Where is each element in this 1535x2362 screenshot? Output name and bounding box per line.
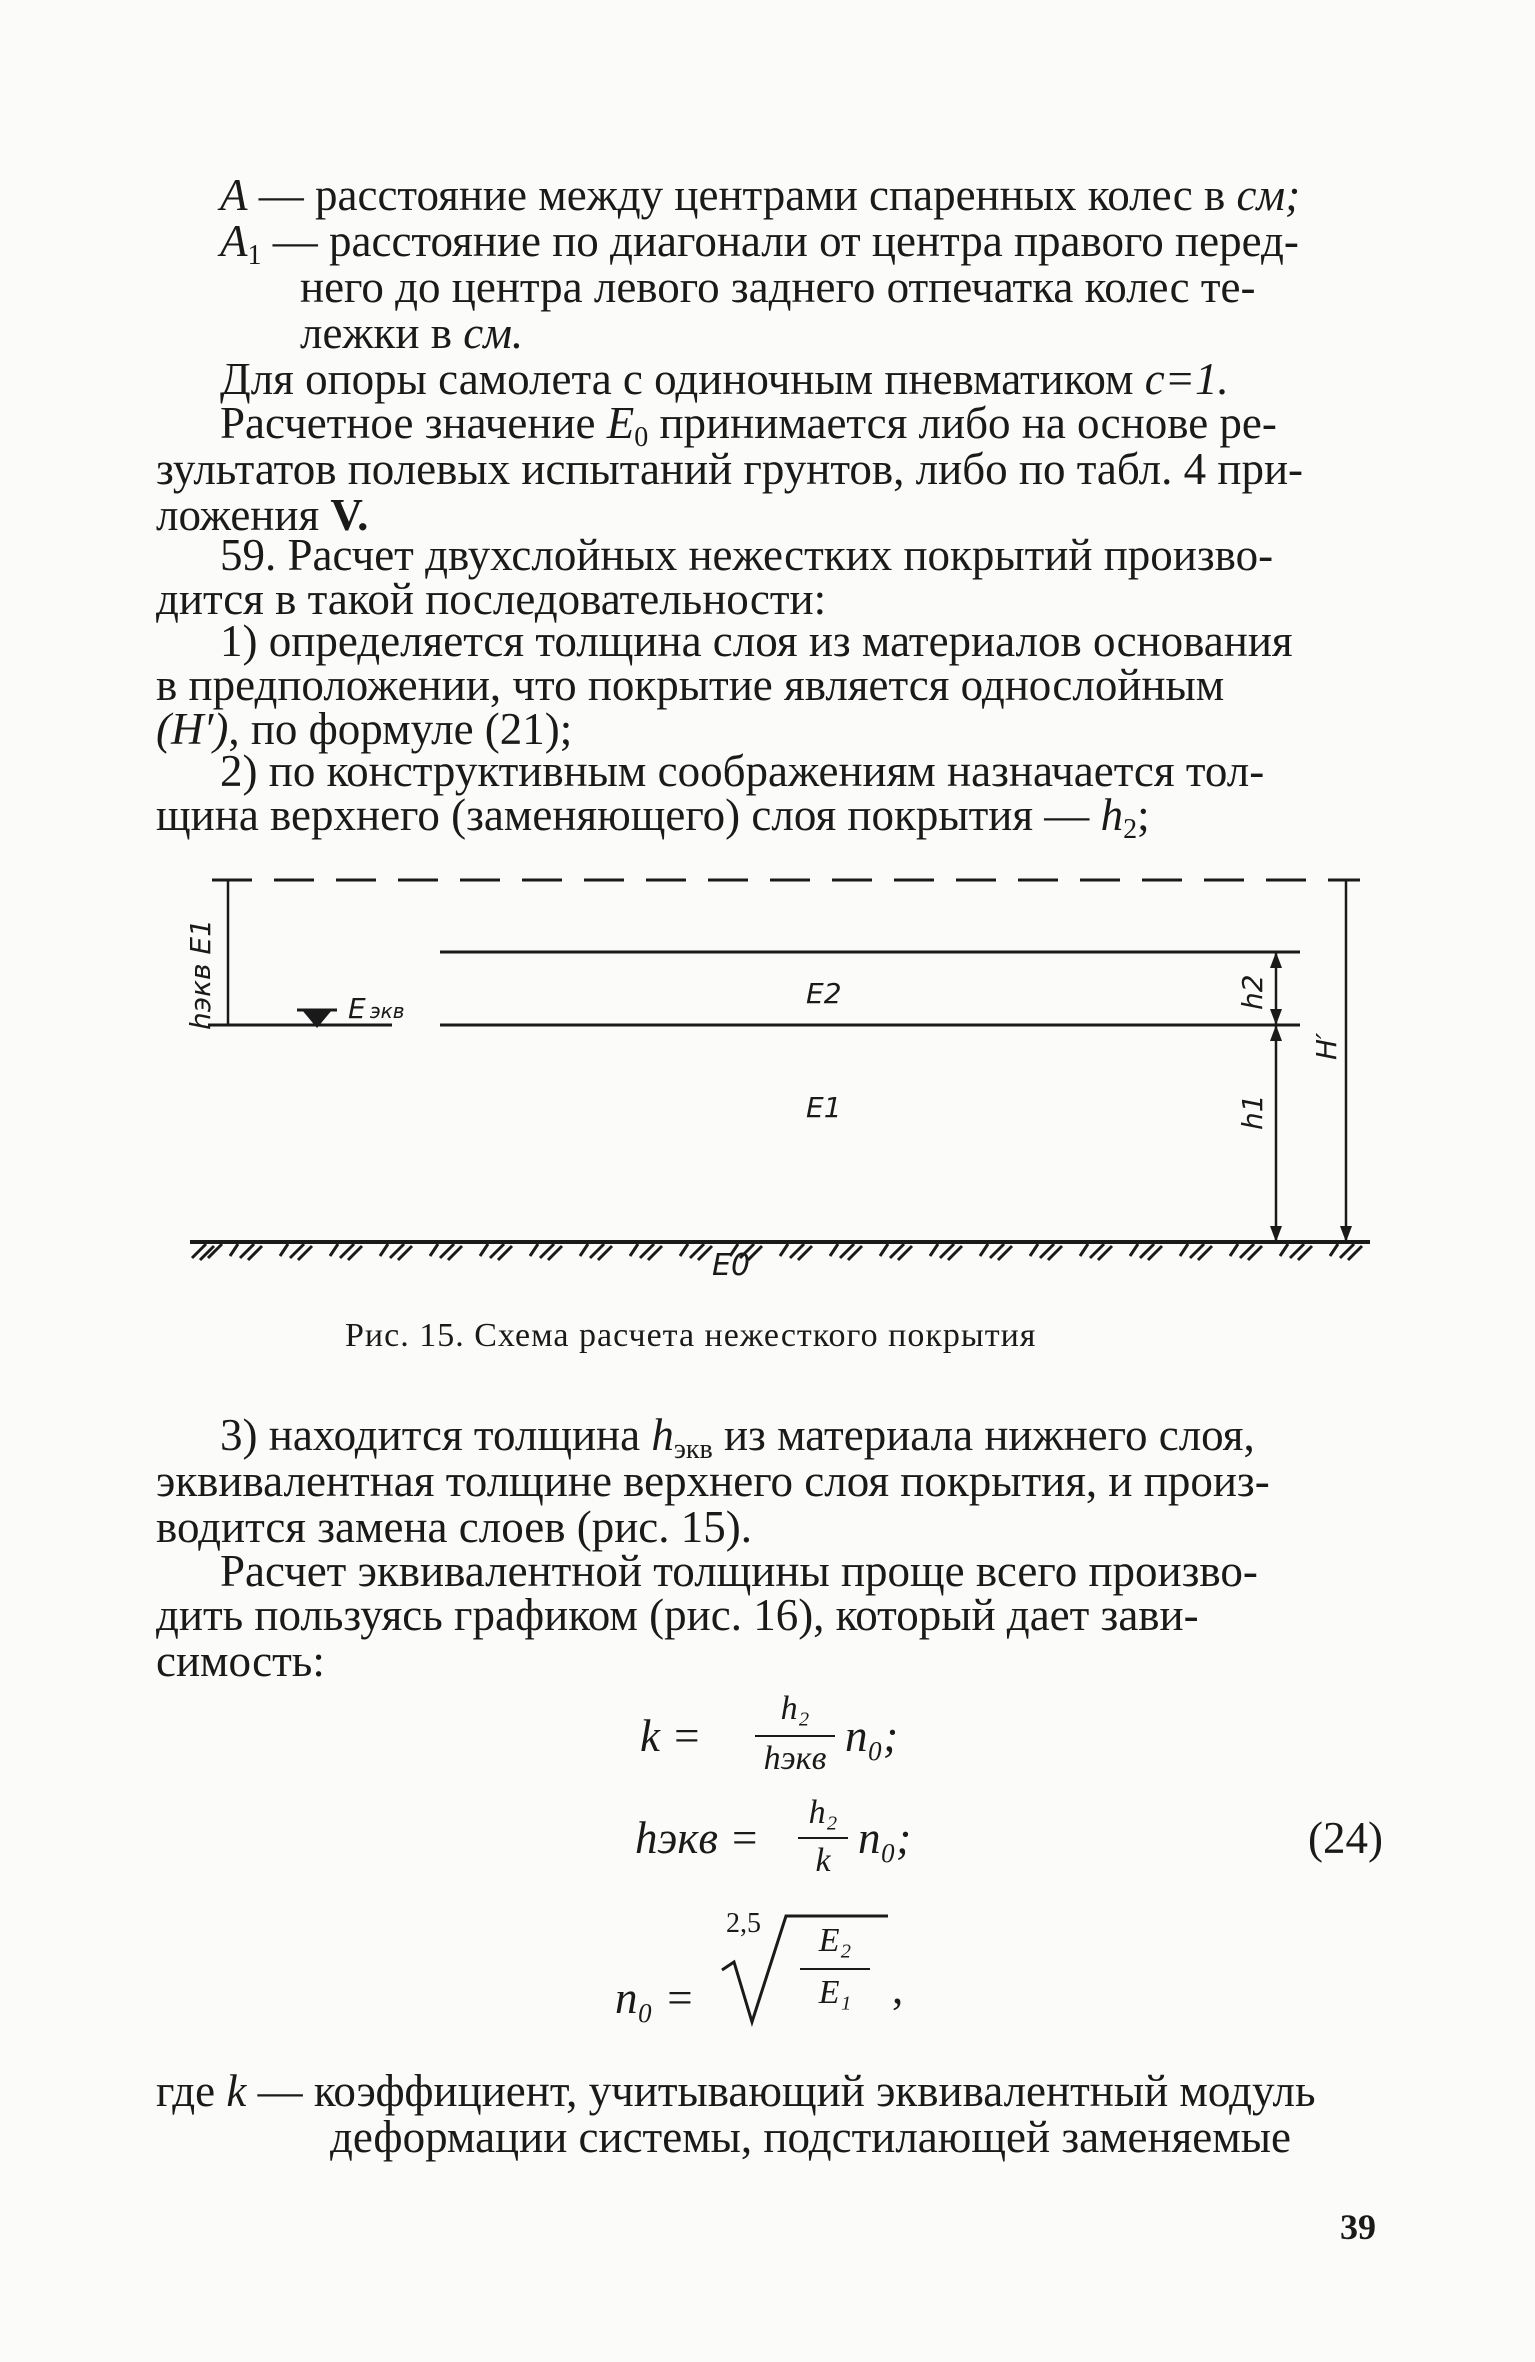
label-h2: h2 — [1236, 974, 1269, 1010]
step2-line2-post: ; — [1137, 790, 1150, 840]
page-number: 39 — [1340, 2207, 1376, 2247]
formula1-tail: n₀; — [845, 1711, 899, 1761]
e0-line1-post: принимается либо на основе ре- — [648, 398, 1277, 448]
step3-line1-pre: 3) находится толщина — [220, 1410, 652, 1460]
a-def-unit: см; — [1236, 170, 1301, 220]
symbol-a1: A — [220, 216, 248, 266]
formula3-lhs: n₀ = — [615, 1973, 695, 2023]
text-line-where-2: деформации системы, подстилающей заменяемые — [330, 2112, 1291, 2162]
label-h-prime: H′ — [1310, 1032, 1343, 1060]
formula3-fraction-bar — [800, 1968, 870, 1970]
text-line-a1-def-3 — [300, 308, 523, 358]
formula3-denominator: E₁ — [818, 1974, 852, 2011]
appendix-number: V. — [330, 490, 369, 540]
figure-15-diagram — [170, 860, 1380, 1280]
label-e-ekv: E экв — [348, 992, 405, 1025]
text-line-where-1 — [156, 2066, 1316, 2116]
text-line-calc-1: Расчет эквивалентной толщины проще всего произво- — [220, 1546, 1258, 1596]
formula2-tail: n₀; — [858, 1813, 912, 1863]
text-line-calc-3: симость: — [156, 1636, 325, 1686]
formula1-lhs: k = — [640, 1711, 702, 1761]
text-line-step1-2: в предположении, что покрытие является однослойным — [156, 660, 1225, 710]
text-line-single-tire — [220, 354, 1229, 404]
text-line-step3-3: водится замена слоев (рис. 15). — [156, 1502, 752, 1552]
e0-line1-pre: Расчетное значение — [220, 398, 607, 448]
where-line1-post: — коэффициент, учитывающий эквивалентный модуль — [246, 2066, 1316, 2116]
symbol-e0: E — [606, 398, 635, 448]
symbol-h-ekv: h — [651, 1410, 674, 1460]
symbol-a: A — [220, 170, 248, 220]
symbol-e0-sub: 0 — [634, 422, 649, 453]
label-h1: h1 — [1236, 1094, 1269, 1130]
text-line-a1-def-2: него до центра левого заднего отпечатка колес те- — [300, 262, 1256, 312]
symbol-a1-sub: 1 — [247, 240, 262, 271]
a1-def-unit: см. — [463, 308, 524, 358]
label-e1: E1 — [806, 1091, 842, 1124]
formula2-numerator: h₂ — [808, 1794, 838, 1831]
text-line-e0-2: зультатов полевых испытаний грунтов, либо по табл. 4 при- — [156, 444, 1304, 494]
label-e0: E0 — [712, 1248, 751, 1283]
label-h-ekv-e1: hэкв E1 — [184, 919, 217, 1030]
label-e2: E2 — [806, 977, 842, 1010]
text-line-a-def — [220, 170, 1300, 220]
step2-line2-pre: щина верхнего (заменяющего) слоя покрытия — — [156, 790, 1101, 840]
text-line-step1-1: 1) определяется толщина слоя из материалов основания — [220, 616, 1293, 666]
single-tire-text: Для опоры самолета с одиночным пневматиком — [220, 354, 1145, 404]
text-line-step3-2: эквивалентная толщине верхнего слоя покрытия, и произ- — [156, 1456, 1270, 1506]
figure-caption: Рис. 15. Схема расчета нежесткого покрытия — [345, 1317, 1037, 1354]
text-line-step2-2 — [156, 790, 1150, 855]
symbol-h2-sub: 2 — [1123, 814, 1138, 845]
ground-hatch — [190, 1242, 1370, 1260]
formula2-fraction-bar — [798, 1837, 848, 1839]
text-line-step2-1: 2) по конструктивным соображениям назначается тол- — [220, 746, 1265, 796]
formula3-numerator: E₂ — [818, 1922, 852, 1959]
e0-line3-pre: ложения — [156, 490, 331, 540]
a-def-text: — расстояние между центрами спаренных колес в — [247, 170, 1237, 220]
symbol-h2: h — [1100, 790, 1124, 840]
formula1-numerator: h₂ — [780, 1690, 810, 1727]
formula3-tail: , — [892, 1963, 904, 2013]
a1-def-line1: — расстояние по диагонали от центра правого перед- — [261, 216, 1299, 266]
formula1-fraction-bar — [755, 1735, 835, 1737]
a1-def-line3: лежки в — [300, 308, 464, 358]
text-line-calc-2: дить пользуясь графиком (рис. 16), который дает зави- — [156, 1590, 1199, 1640]
text-line-p59-2: дится в такой последовательности: — [156, 574, 827, 624]
symbol-h-ekv-sub: экв — [673, 1434, 713, 1465]
where-line1-pre: где — [156, 2066, 227, 2116]
formula2-lhs: hэкв = — [635, 1813, 760, 1863]
formula1-denominator: hэкв — [763, 1740, 827, 1777]
equation-number: (24) — [1308, 1813, 1383, 1863]
formula3-root-index: 2,5 — [726, 1908, 761, 1939]
single-tire-formula: c=1. — [1144, 354, 1229, 404]
symbol-h-prime: (H′) — [156, 704, 229, 754]
formula2-denominator: k — [815, 1842, 831, 1879]
step1-line3-post: , по формуле (21); — [228, 704, 573, 754]
symbol-k: k — [226, 2066, 247, 2116]
text-line-p59-1: 59. Расчет двухслойных нежестких покрытий произво- — [220, 530, 1274, 580]
step3-line1-post: из материала нижнего слоя, — [712, 1410, 1255, 1460]
